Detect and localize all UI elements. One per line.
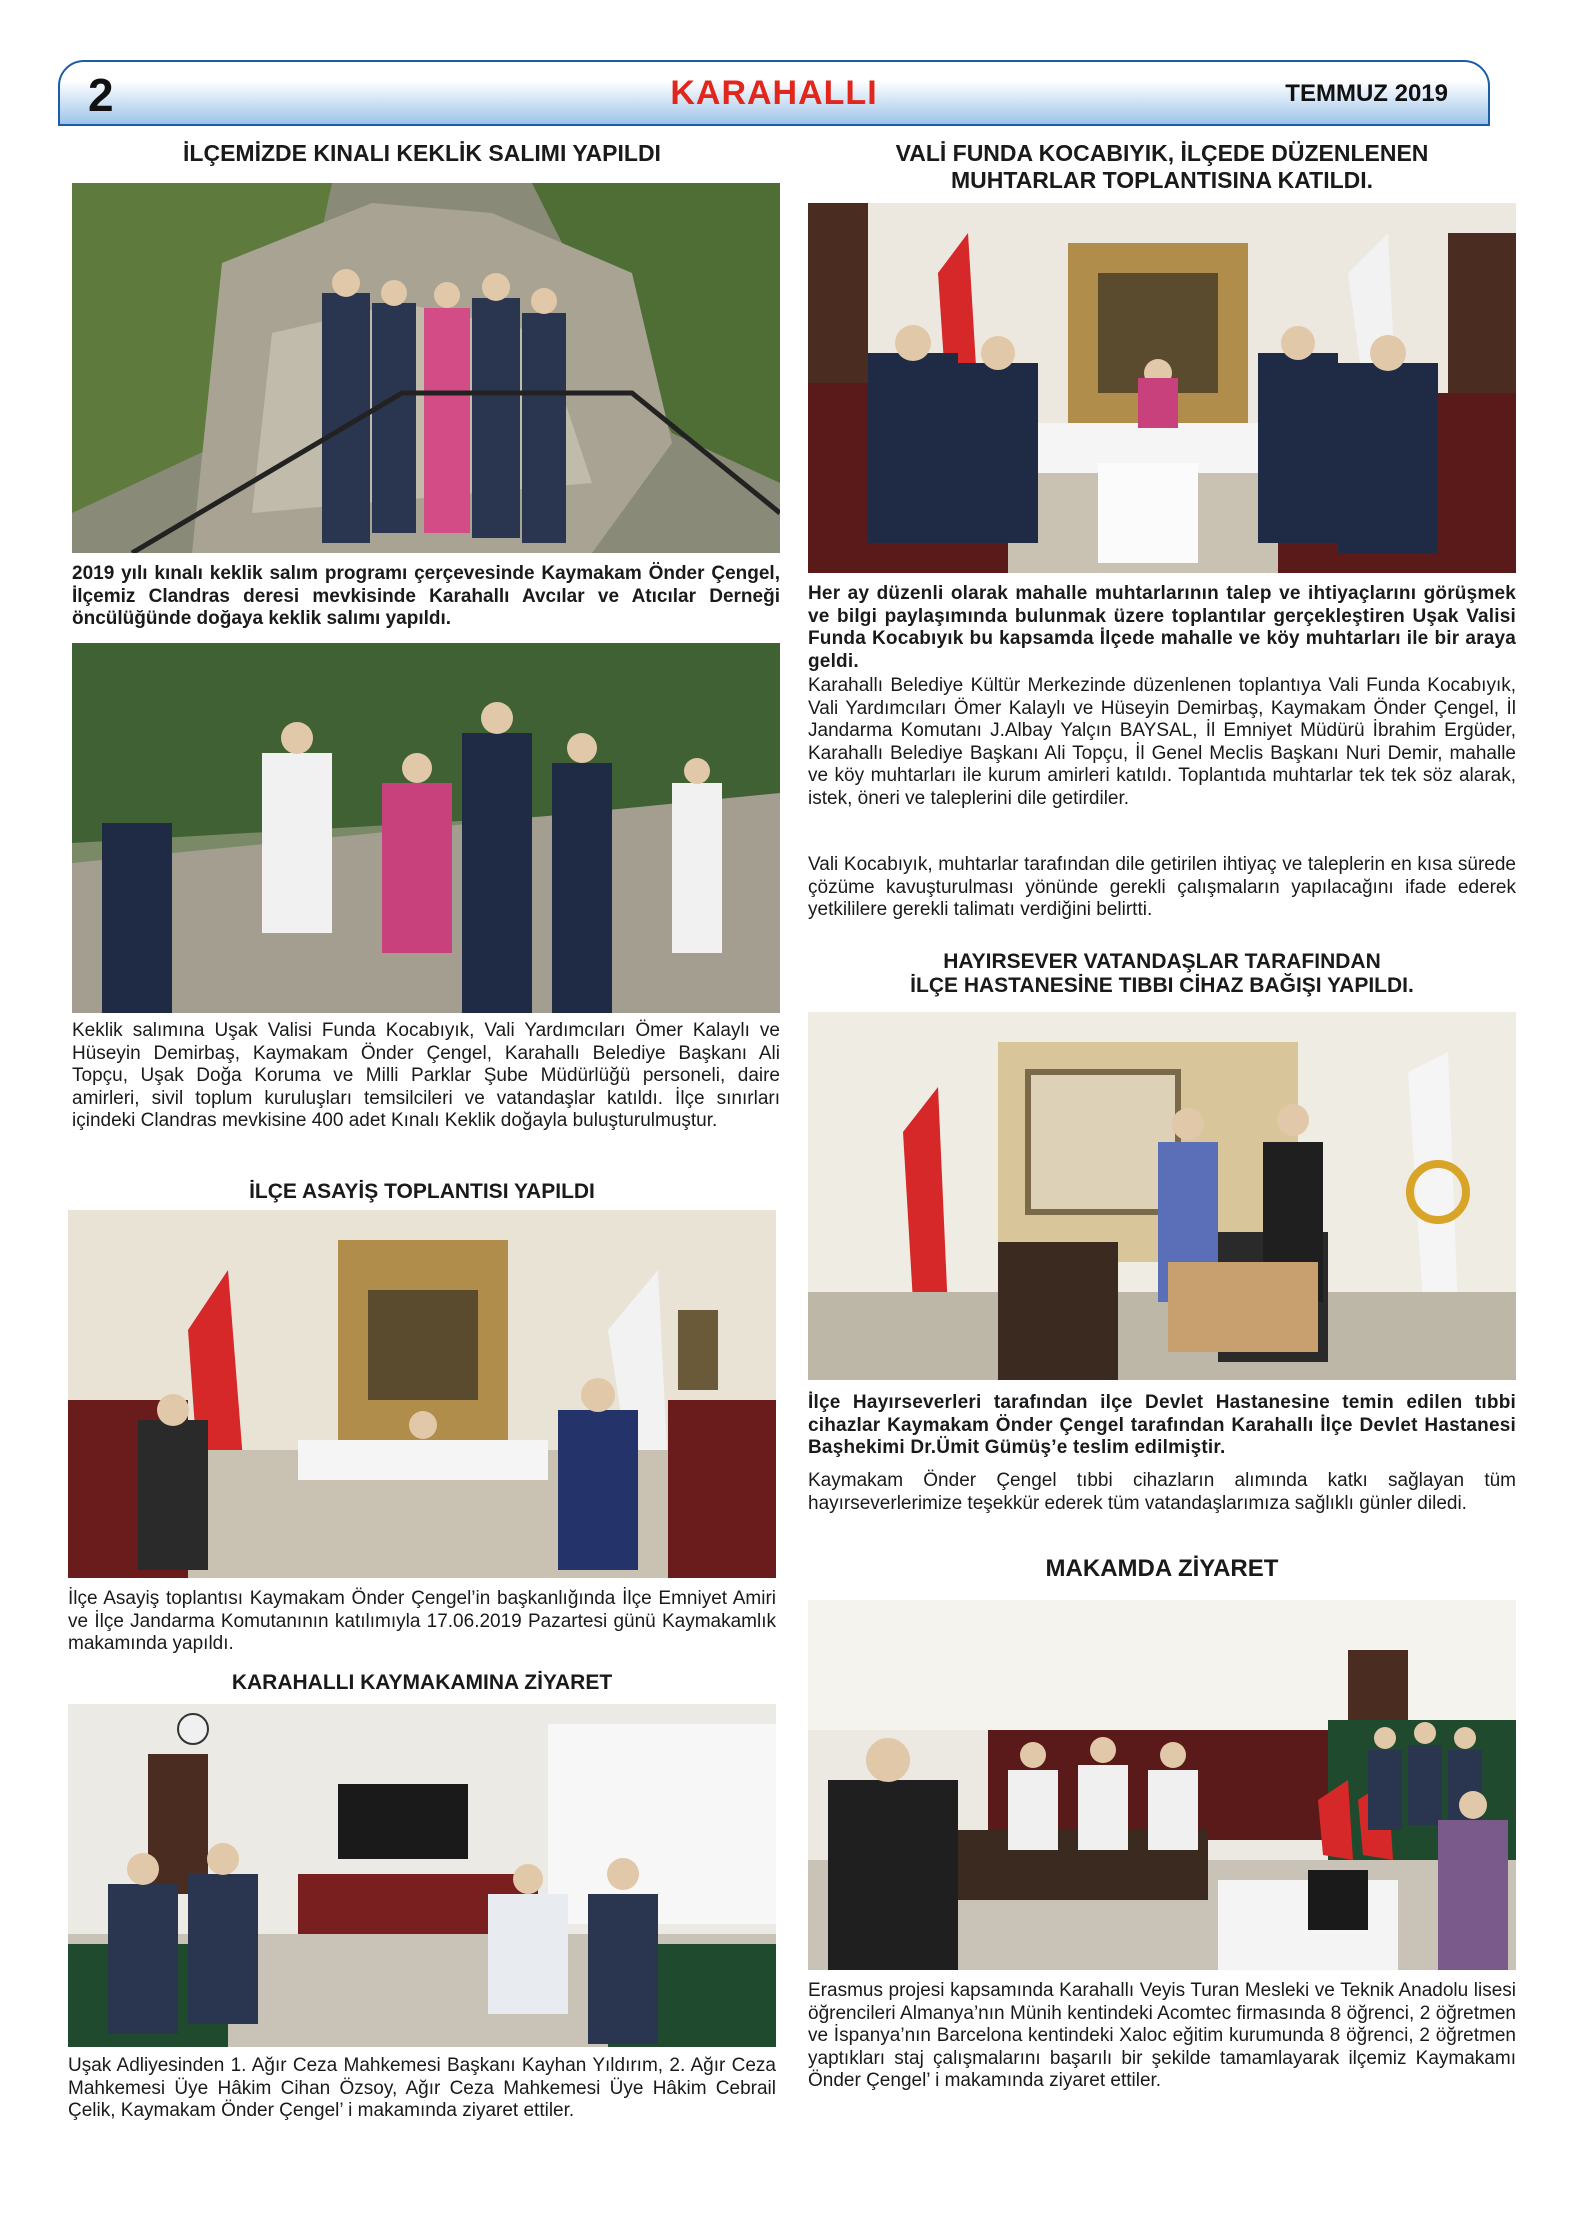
- keklik-caption-2: Keklik salımına Uşak Valisi Funda Kocabıyık, Vali Yardımcıları Ömer Kalaylı ve Hüseyin Demirbaş, Kaymakam Önder Çengel, Karahallı Belediye Başkanı Ali Topçu, Uşak Doğa Koruma ve Milli Parklar Şube Müdürlüğü personeli, daire amirleri, sivil toplum kuruluşları temsilcileri ve vatandaşlar katıldı. İlçe sınırları içindeki Clandras mevkisine 400 adet Kınalı Keklik doğayla buluşturulmuştur.: [72, 1020, 780, 1131]
- hastane-lead: İlçe Hayırseverleri tarafından ilçe Devlet Hastanesine temin edilen tıbbi cihazlar Kaymakam Önder Çengel tarafından Karahallı İlçe Devlet Hastanesi Başhekimi Dr.Ümit Gümüş’e teslim edilmiştir.: [808, 1392, 1516, 1458]
- muhtarlar-photo: [808, 203, 1516, 573]
- hastane-title-line1: HAYIRSEVER VATANDAŞLAR TARAFINDAN: [943, 950, 1381, 973]
- asayis-title: İLÇE ASAYİŞ TOPLANTISI YAPILDI: [249, 1180, 595, 1203]
- page-number: 2: [88, 69, 114, 121]
- makamda-ziyaret-text: Erasmus projesi kapsamında Karahallı Veyis Turan Mesleki ve Teknik Anadolu lisesi öğrencileri Almanya’nın Münih kentindeki Acomtec firmasında 8 öğrenci, 2 öğretmen ve İspanya’nın Barcelona kentindeki Xaloc eğitim kurumunda 8 öğrenci, 2 öğretmen yaptıkları staj çalışmalarını başarılı bir şekilde tamamlayarak ilçemiz Kaymakamı Önder Çengel’ i makamında ziyaret ettiler.: [808, 1980, 1516, 2091]
- makamda-ziyaret-photo: [808, 1600, 1516, 1970]
- page-header: [58, 60, 1490, 126]
- hastane-title-line2: İLÇE HASTANESİNE TIBBI CİHAZ BAĞIŞI YAPILDI.: [910, 974, 1414, 997]
- muhtarlar-title: [808, 140, 1516, 194]
- keklik-photo-2: [72, 643, 780, 1013]
- hastane-text: Kaymakam Önder Çengel tıbbi cihazların alımında katkı sağlayan tüm hayırseverlerimize teşekkür ederek tüm vatandaşlarımıza sağlıklı günler diledi.: [808, 1470, 1516, 1514]
- keklik-title: İLÇEMİZDE KINALI KEKLİK SALIMI YAPILDI: [183, 140, 661, 166]
- muhtarlar-para-2: Vali Kocabıyık, muhtarlar tarafından dile getirilen ihtiyaç ve taleplerin en kısa sürede çözüme kavuşturulması yönünde gerekli çalışmaların yapılacağını ifade ederek yetkililere gerekli talimatı verdiğini belirtti.: [808, 854, 1516, 920]
- muhtarlar-title-line2: MUHTARLAR TOPLANTISINA KATILDI.: [950, 167, 1374, 193]
- issue-date: TEMMUZ 2019: [1285, 80, 1448, 107]
- keklik-caption-1: 2019 yılı kınalı keklik salım programı çerçevesinde Kaymakam Önder Çengel, İlçemiz Clandras deresi mevkisinde Karahallı Avcılar ve Atıcılar Derneği öncülüğünde doğaya keklik salımı yapıldı.: [72, 563, 780, 629]
- kaymakam-ziyaret-title: KARAHALLI KAYMAKAMINA ZİYARET: [231, 1671, 613, 1694]
- makamda-ziyaret-title: MAKAMDA ZİYARET: [1045, 1555, 1279, 1582]
- muhtarlar-title-line1: VALİ FUNDA KOCABIYIK, İLÇEDE DÜZENLENEN: [895, 140, 1429, 166]
- asayis-text: İlçe Asayiş toplantısı Kaymakam Önder Çengel’in başkanlığında İlçe Emniyet Amiri ve İlçe Jandarma Komutanının katılımıyla 17.06.2019 Pazartesi günü Kaymakamlık makamında yapıldı.: [68, 1588, 776, 1654]
- kaymakam-ziyaret-text: Uşak Adliyesinden 1. Ağır Ceza Mahkemesi Başkanı Kayhan Yıldırım, 2. Ağır Ceza Mahkemesi Üye Hâkim Cihan Özsoy, Ağır Ceza Mahkemesi Üye Hâkim Cebrail Çelik, Kaymakam Önder Çengel’ i makamında ziyaret ettiler.: [68, 2055, 776, 2121]
- asayis-photo: [68, 1210, 776, 1578]
- keklik-photo-1: [72, 183, 780, 553]
- muhtarlar-lead: Her ay düzenli olarak mahalle muhtarlarının talep ve ihtiyaçlarını görüşmek ve bilgi paylaşımında bulunmak üzere toplantılar gerçekleştiren Uşak Valisi Funda Kocabıyık bu kapsamda İlçede mahalle ve köy muhtarları ile bir araya geldi.: [808, 583, 1516, 672]
- hastane-title: [808, 950, 1516, 998]
- masthead: KARAHALLI: [670, 74, 878, 112]
- muhtarlar-para-1: Karahallı Belediye Kültür Merkezinde düzenlenen toplantıya Vali Funda Kocabıyık, Vali Yardımcıları Ömer Kalaylı ve Hüseyin Demirbaş, Kaymakam Önder Çengel, İl Jandarma Komutanı J.Albay Yalçın BAYSAL, İl Emniyet Müdürü İbrahim Ergüder, Karahallı Belediye Başkanı Ali Topçu, İl Genel Meclis Başkanı Nuri Demir, mahalle ve köy muhtarları ile kurum amirleri katıldı. Toplantıda muhtarlar tek tek söz alarak, istek, öneri ve taleplerini dile getirdiler.: [808, 675, 1516, 809]
- kaymakam-ziyaret-photo: [68, 1704, 776, 2047]
- hastane-photo: [808, 1012, 1516, 1380]
